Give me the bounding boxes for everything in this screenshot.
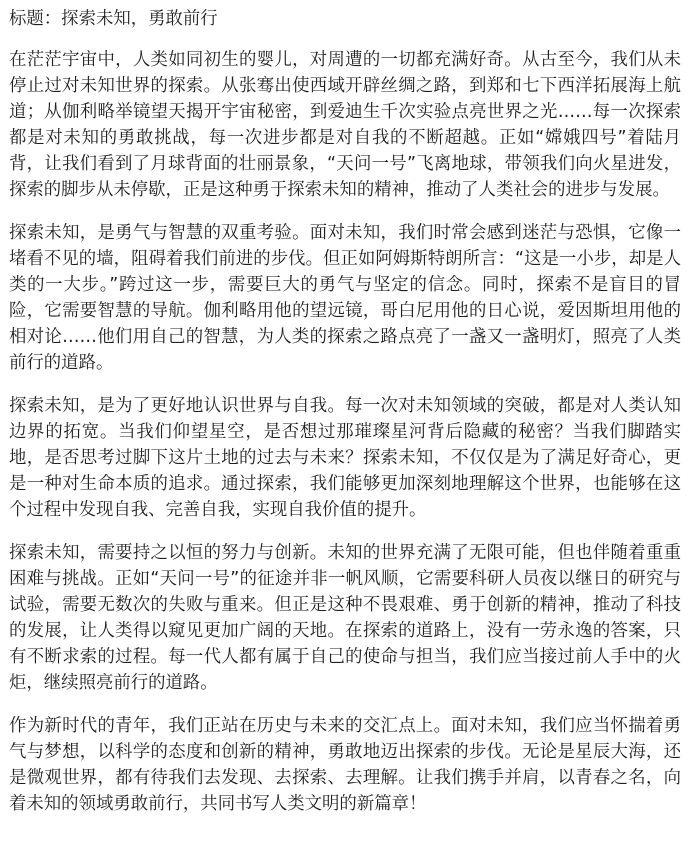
essay-title: 标题：探索未知，勇敢前行 <box>9 9 218 29</box>
essay-document <box>9 6 681 834</box>
essay-paragraph-2: 探索未知，是勇气与智慧的双重考验。面对未知，我们时常会感到迷茫与恐惧，它像一堵看不见的墙，阻碍着我们前进的步伐。但正如阿姆斯特朗所言：“这是一小步，却是人类的一大步。”跨过这一步，需要巨大的勇气与坚定的信念。同时，探索不是盲目的冒险，它需要智慧的导航。伽利略用他的望远镜，哥白尼用他的日心说，爱因斯坦用他的相对论……他们用自己的智慧，为人类的探索之路点亮了一盏又一盏明灯，照亮了人类前行的道路。 <box>9 223 681 373</box>
essay-paragraph-5: 作为新时代的青年，我们正站在历史与未来的交汇点上。面对未知，我们应当怀揣着勇气与梦想，以科学的态度和创新的精神，勇敢地迈出探索的步伐。无论是星辰大海，还是微观世界，都有待我们去发现、去探索、去理解。让我们携手并肩，以青春之名，向着未知的领域勇敢前行，共同书写人类文明的新篇章！ <box>9 716 681 814</box>
essay-paragraph-3: 探索未知，是为了更好地认识世界与自我。每一次对未知领域的突破，都是对人类认知边界的拓宽。当我们仰望星空，是否想过那璀璨星河背后隐藏的秘密？当我们脚踏实地，是否思考过脚下这片土地的过去与未来？探索未知，不仅仅是为了满足好奇心，更是一种对生命本质的追求。通过探索，我们能够更加深刻地理解这个世界，也能够在这个过程中发现自我、完善自我，实现自我价值的提升。 <box>9 396 681 520</box>
essay-paragraph-4: 探索未知，需要持之以恒的努力与创新。未知的世界充满了无限可能，但也伴随着重重困难与挑战。正如“天问一号”的征途并非一帆风顺，它需要科研人员夜以继日的研究与试验，需要无数次的失败与重来。但正是这种不畏艰难、勇于创新的精神，推动了科技的发展，让人类得以窥见更加广阔的天地。在探索的道路上，没有一劳永逸的答案，只有不断求索的过程。每一代人都有属于自己的使命与担当，我们应当接过前人手中的火炬，继续照亮前行的道路。 <box>9 543 681 693</box>
essay-paragraph-1: 在茫茫宇宙中，人类如同初生的婴儿，对周遭的一切都充满好奇。从古至今，我们从未停止过对未知世界的探索。从张骞出使西域开辟丝绸之路，到郑和七下西洋拓展海上航道；从伽利略举镜望天揭开宇宙秘密，到爱迪生千次实验点亮世界之光……每一次探索都是对未知的勇敢挑战，每一次进步都是对自我的不断超越。正如“嫦娥四号”着陆月背，让我们看到了月球背面的壮丽景象，“天问一号”飞离地球，带领我们向火星进发，探索的脚步从未停歇，正是这种勇于探索未知的精神，推动了人类社会的进步与发展。 <box>9 50 681 200</box>
